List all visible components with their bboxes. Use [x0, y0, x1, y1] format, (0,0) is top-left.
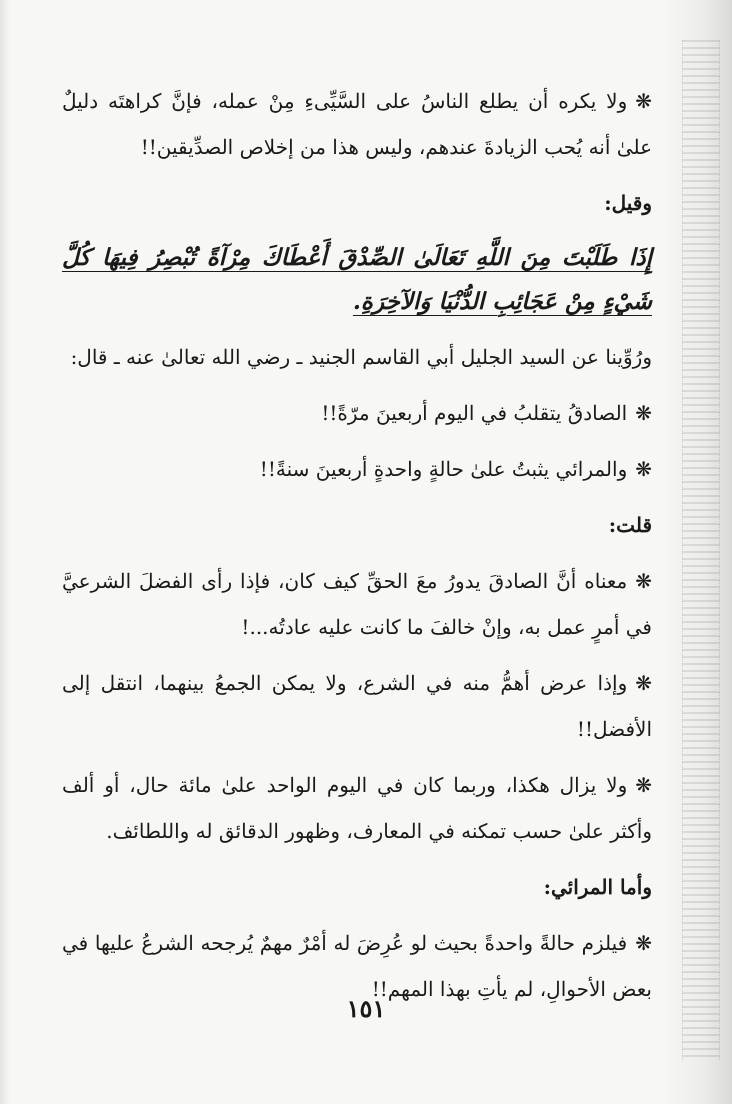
bullet-marker: ❋	[635, 671, 652, 695]
paragraph-text: الصادقُ يتقلبُ في اليوم أربعينَ مرّةً!!	[321, 401, 628, 425]
paragraph-text: وإذا عرض أهمُّ منه في الشرع، ولا يمكن الجمعُ بينهما، انتقل إلى الأفضل!!	[62, 671, 652, 741]
bullet-marker: ❋	[635, 773, 652, 797]
page-number: ١٥١	[346, 994, 386, 1023]
paragraph-8	[62, 558, 652, 650]
paragraph-1	[62, 78, 652, 170]
margin-ornament	[682, 40, 720, 1060]
bullet-marker: ❋	[635, 457, 652, 481]
paragraph-6	[62, 446, 652, 492]
paragraph-text: ولا يكره أن يطلع الناسُ على السَّيِّىءِ مِنْ عمله، فإنَّ كراهتَه دليلٌ علىٰ أنه يُحب الزيادةَ عندهم، وليس هذا من إخلاص الصدِّيقين!!	[62, 89, 652, 159]
paragraph-5	[62, 390, 652, 436]
paragraph-text: فيلزم حالةً واحدةً بحيث لو عُرِضَ له أمْرٌ مهمٌ يُرجحه الشرعُ عليها في بعض الأحوالِ، لم يأتِ بهذا المهم!!	[62, 931, 652, 1001]
page-text	[62, 78, 652, 1012]
heading-qultu: قلت:	[608, 513, 652, 537]
heading-wa-amma-al-muraai: وأما المرائي:	[543, 875, 652, 899]
paragraph-4: ورُوِّينا عن السيد الجليل أبي القاسم الجنيد ـ رضي الله تعالىٰ عنه ـ قال:	[70, 345, 652, 369]
heading-wa-qila: وقيل:	[604, 191, 652, 215]
bullet-marker: ❋	[635, 89, 653, 113]
paragraph-text: ولا يزال هكذا، وربما كان في اليوم الواحد علىٰ مائة حال، أو ألف وأكثر علىٰ حسب تمكنه في المعارف، وظهور الدقائق له واللطائف.	[62, 773, 652, 843]
page-edge-left	[0, 0, 10, 1104]
bullet-marker: ❋	[635, 931, 652, 955]
calligraphy-quote: إِذَا طَلَبْتَ مِنَ اللَّهِ تَعَالَىٰ الصِّدْقَ أَعْطَاكَ مِرْآةً تُبْصِرُ فِيهَا كُلَّ شَيْءٍ مِنْ عَجَائِبِ الدُّنْيَا وَالآخِرَةِ.	[62, 244, 652, 315]
paragraph-10	[62, 762, 652, 854]
bullet-marker: ❋	[635, 401, 652, 425]
paragraph-text: معناه أنَّ الصادقَ يدورُ معَ الحقِّ كيف كان، فإذا رأى الفضلَ الشرعيَّ في أمرٍ عمل به، وإنْ خالفَ ما كانت عليه عادتُه...!	[62, 569, 652, 639]
paragraph-text: والمرائي يثبتُ علىٰ حالةٍ واحدةٍ أربعينَ سنةً!!	[259, 457, 628, 481]
bullet-marker: ❋	[635, 569, 652, 593]
paragraph-9	[62, 660, 652, 752]
